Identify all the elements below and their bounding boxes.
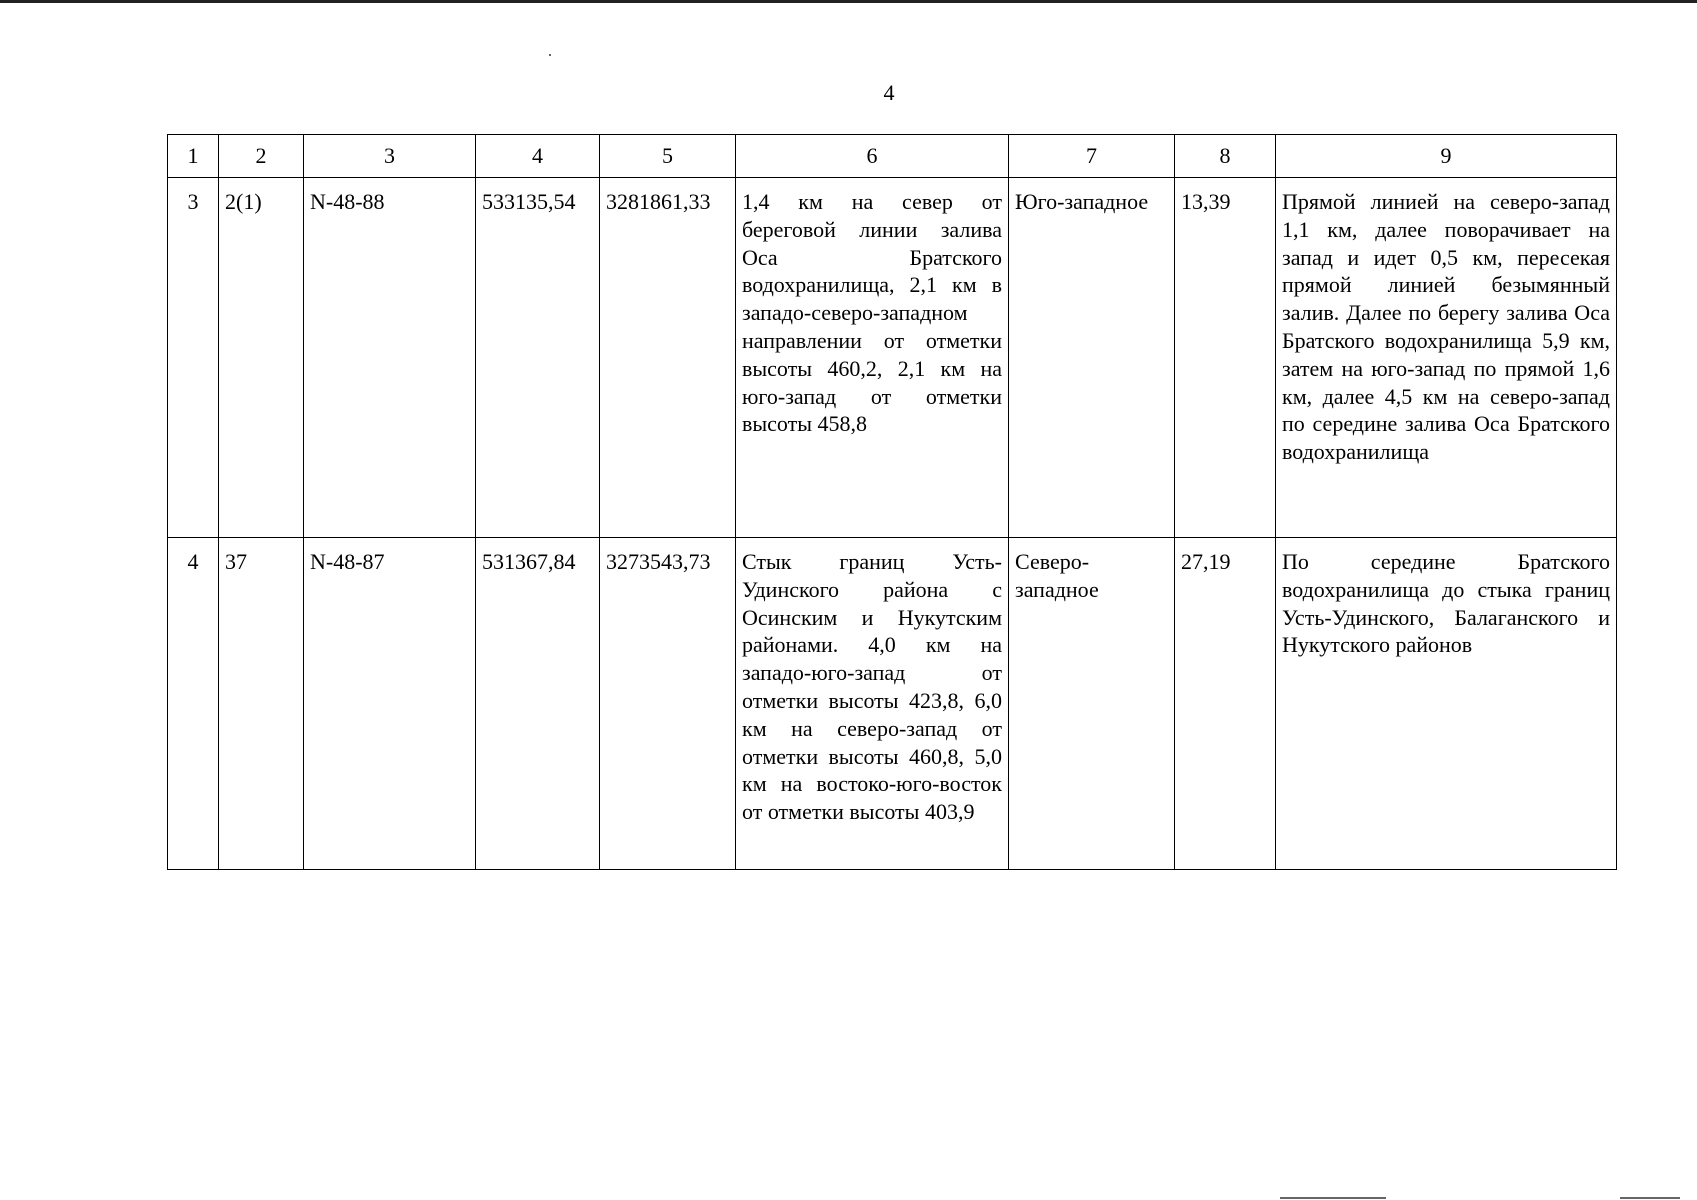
column-header: 7 [1009,135,1175,178]
column-header: 4 [476,135,600,178]
boundary-description-cell: Прямой линией на северо-запад 1,1 км, далее поворачивает на запад и идет 0,5 км, пересекая прямой линией безымянный залив. Далее по берегу залива Оса Братского водохранилища 5,9 км, затем на юго-запад по прямой 1,6 км, далее 4,5 км на северо-запад по середине залива Оса Братского водохранилища [1276,178,1617,538]
point-number-cell: 37 [219,538,304,870]
distance-cell: 13,39 [1175,178,1276,538]
table-row [168,178,1617,538]
point-description-cell: 1,4 км на север от береговой линии залива Оса Братского водохранилища, 2,1 км в западо-северо-западном направлении от отметки высоты 460,2, 2,1 км на юго-запад от отметки высоты 458,8 [736,178,1009,538]
scan-bottom-mark [1620,1197,1680,1199]
distance-cell: 27,19 [1175,538,1276,870]
row-number-cell: 4 [168,538,219,870]
page-number: 4 [883,80,895,105]
boundary-description-cell: По середине Братского водохранилища до стыка границ Усть-Удинского, Балаганского и Нукутского районов [1276,538,1617,870]
coordinate-x-cell: 533135,54 [476,178,600,538]
column-header: 6 [736,135,1009,178]
column-header: 8 [1175,135,1276,178]
column-header: 1 [168,135,219,178]
direction-cell: Юго-западное [1009,178,1175,538]
column-header: 5 [600,135,736,178]
row-number-cell: 3 [168,178,219,538]
point-number-cell: 2(1) [219,178,304,538]
coordinate-y-cell: 3281861,33 [600,178,736,538]
scan-speck [549,54,551,56]
scan-bottom-mark [1280,1197,1386,1199]
coordinate-y-cell: 3273543,73 [600,538,736,870]
boundary-points-table [167,134,1617,870]
map-sheet-cell: N-48-88 [304,178,476,538]
scan-top-edge [0,0,1697,3]
point-description-cell: Стык границ Усть-Удинского района с Осинским и Нукутским районами. 4,0 км на западо-юго-запад от отметки высоты 423,8, 6,0 км на северо-запад от отметки высоты 460,8, 5,0 км на востоко-юго-восток от отметки высоты 403,9 [736,538,1009,870]
column-header: 2 [219,135,304,178]
column-header: 9 [1276,135,1617,178]
coordinate-x-cell: 531367,84 [476,538,600,870]
map-sheet-cell: N-48-87 [304,538,476,870]
column-header: 3 [304,135,476,178]
table-row [168,538,1617,870]
table-header-row [168,135,1617,178]
direction-cell: Северо-западное [1009,538,1175,870]
